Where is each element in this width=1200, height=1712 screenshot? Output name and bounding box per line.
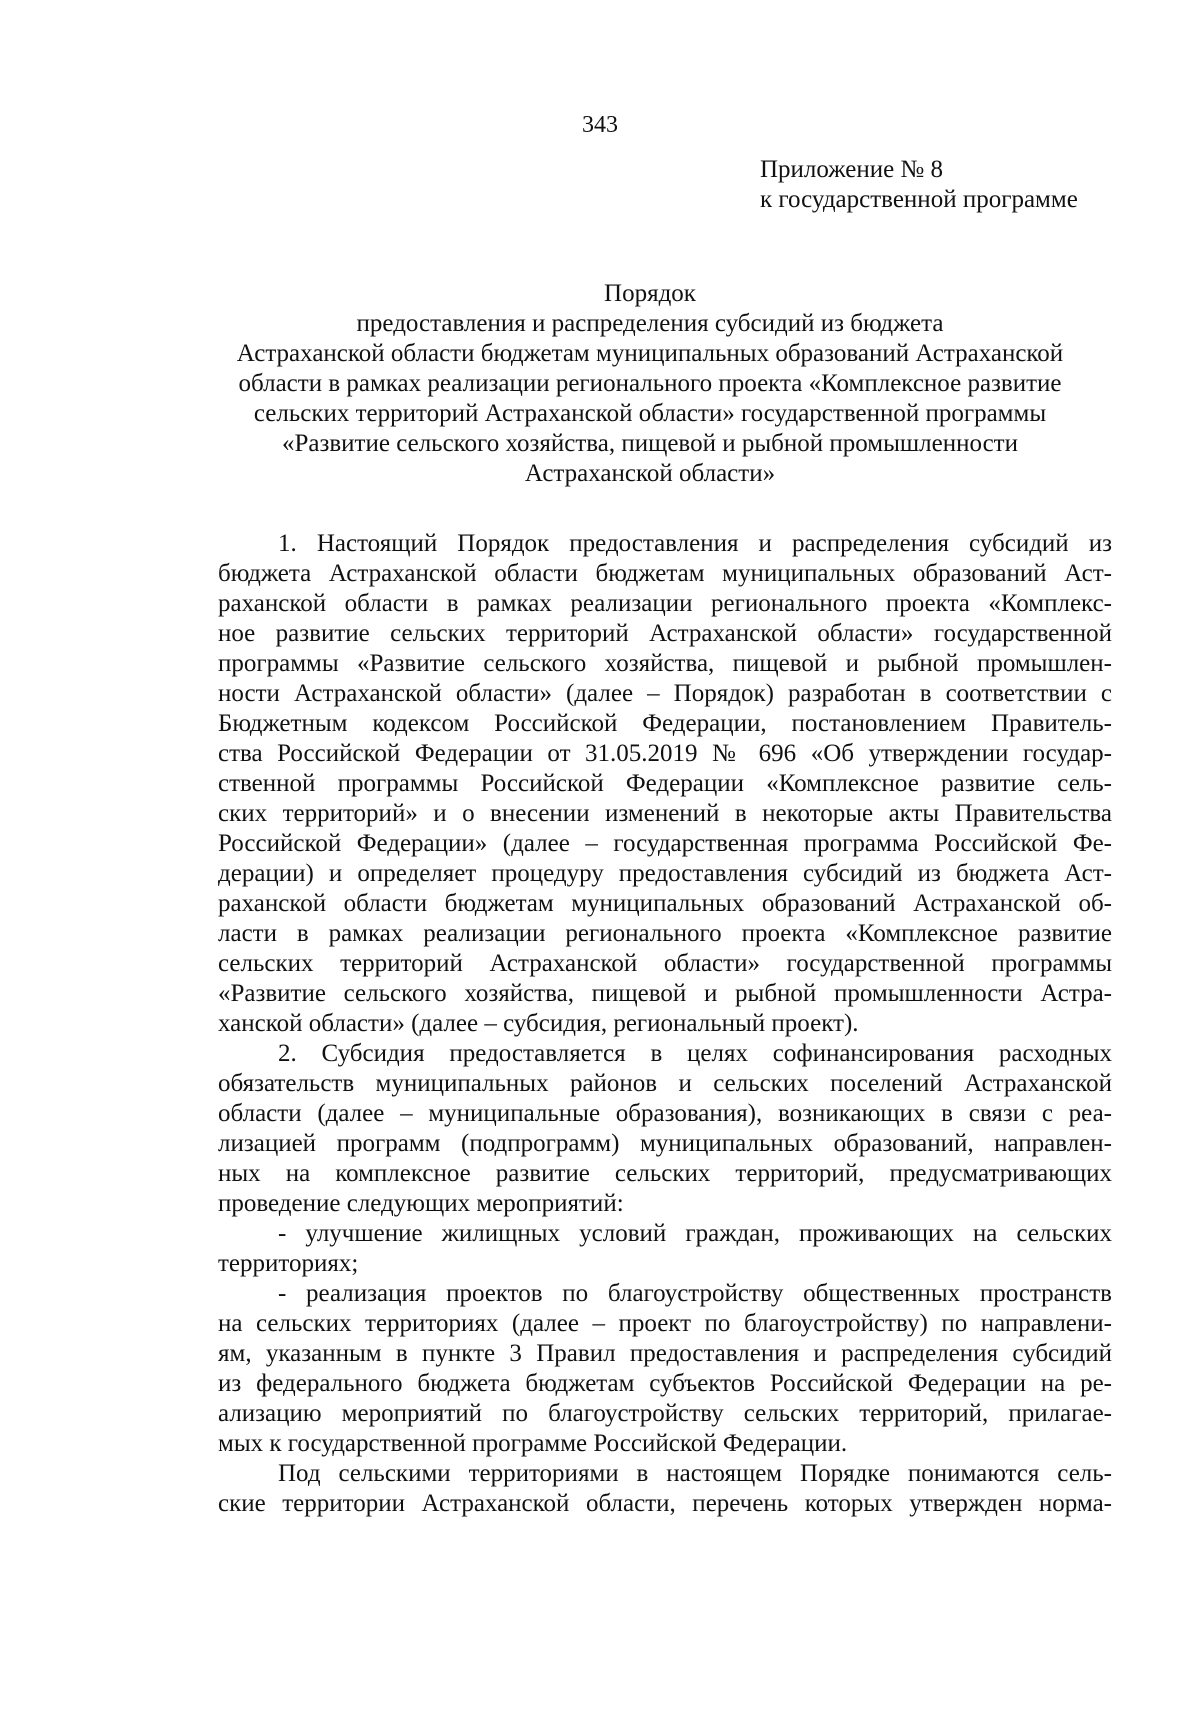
appendix-caption <box>760 155 1140 215</box>
body-line: - реализация проектов по благоустройству общественных пространств <box>278 1280 1112 1307</box>
body-line: раханской области в рамках реализации регионального проекта «Комплекс- <box>218 590 1112 617</box>
body-line: ализацию мероприятий по благоустройству сельских территорий, прилагае- <box>218 1400 1112 1427</box>
body-line: ности Астраханской области» (далее – Порядок) разработан в соответствии с <box>218 680 1112 707</box>
page-number: 343 <box>582 112 618 138</box>
body-line: - улучшение жилищных условий граждан, проживающих на сельских <box>278 1220 1112 1247</box>
body-line: дерации) и определяет процедуру предоставления субсидий из бюджета Аст- <box>218 860 1112 887</box>
body-line: «Развитие сельского хозяйства, пищевой и рыбной промышленности Астра- <box>218 980 1112 1007</box>
appendix-line: к государственной программе <box>760 186 1078 213</box>
body-line: территориях; <box>218 1250 359 1277</box>
body-line: лизацией программ (подпрограмм) муниципальных образований, направлен- <box>218 1130 1112 1157</box>
body-line: Российской Федерации» (далее – государственная программа Российской Фе- <box>218 830 1112 857</box>
body-line: ственной программы Российской Федерации «Комплексное развитие сель- <box>218 770 1112 797</box>
body-line: 2. Субсидия предоставляется в целях софинансирования расходных <box>278 1040 1112 1067</box>
title-line: «Развитие сельского хозяйства, пищевой и рыбной промышленности <box>282 430 1018 457</box>
body-line: ских территорий» и о внесении изменений в некоторые акты Правительства <box>218 800 1112 827</box>
title-line: Астраханской области» <box>524 460 776 487</box>
document-body <box>218 529 1112 1519</box>
appendix-line: Приложение № 8 <box>760 156 944 183</box>
body-line: 1. Настоящий Порядок предоставления и распределения субсидий из <box>278 530 1112 557</box>
body-line: ханской области» (далее – субсидия, региональный проект). <box>218 1010 859 1037</box>
body-line: ных на комплексное развитие сельских территорий, предусматривающих <box>218 1160 1112 1187</box>
body-line: раханской области бюджетам муниципальных образований Астраханской об- <box>218 890 1112 917</box>
body-line: на сельских территориях (далее – проект по благоустройству) по направлени- <box>218 1310 1112 1337</box>
body-line: ное развитие сельских территорий Астраханской области» государственной <box>218 620 1112 647</box>
body-line: Под сельскими территориями в настоящем Порядке понимаются сель- <box>278 1460 1112 1487</box>
body-line: ства Российской Федерации от 31.05.2019 № 696 «Об утверждении государ- <box>218 740 1112 767</box>
document-title <box>200 279 1100 489</box>
body-line: ские территории Астраханской области, перечень которых утвержден норма- <box>218 1490 1112 1517</box>
title-line: Порядок <box>604 280 696 307</box>
body-line: из федерального бюджета бюджетам субъектов Российской Федерации на ре- <box>218 1370 1112 1397</box>
body-line: ям, указанным в пункте 3 Правил предоставления и распределения субсидий <box>218 1340 1112 1367</box>
body-line: области (далее – муниципальные образования), возникающих в связи с реа- <box>218 1100 1112 1127</box>
body-line: бюджета Астраханской области бюджетам муниципальных образований Аст- <box>218 560 1112 587</box>
body-line: программы «Развитие сельского хозяйства, пищевой и рыбной промышлен- <box>218 650 1112 677</box>
body-line: мых к государственной программе Российской Федерации. <box>218 1430 848 1457</box>
title-line: сельских территорий Астраханской области» государственной программы <box>253 400 1047 427</box>
title-line: Астраханской области бюджетам муниципальных образований Астраханской <box>236 340 1064 367</box>
body-line: Бюджетным кодексом Российской Федерации, постановлением Правитель- <box>218 710 1112 737</box>
body-line: сельских территорий Астраханской области» государственной программы <box>218 950 1112 977</box>
body-line: ласти в рамках реализации регионального проекта «Комплексное развитие <box>218 920 1112 947</box>
body-line: проведение следующих мероприятий: <box>218 1190 624 1217</box>
title-line: области в рамках реализации регионального проекта «Комплексное развитие <box>238 370 1062 397</box>
title-line: предоставления и распределения субсидий из бюджета <box>356 310 944 337</box>
body-line: обязательств муниципальных районов и сельских поселений Астраханской <box>218 1070 1112 1097</box>
